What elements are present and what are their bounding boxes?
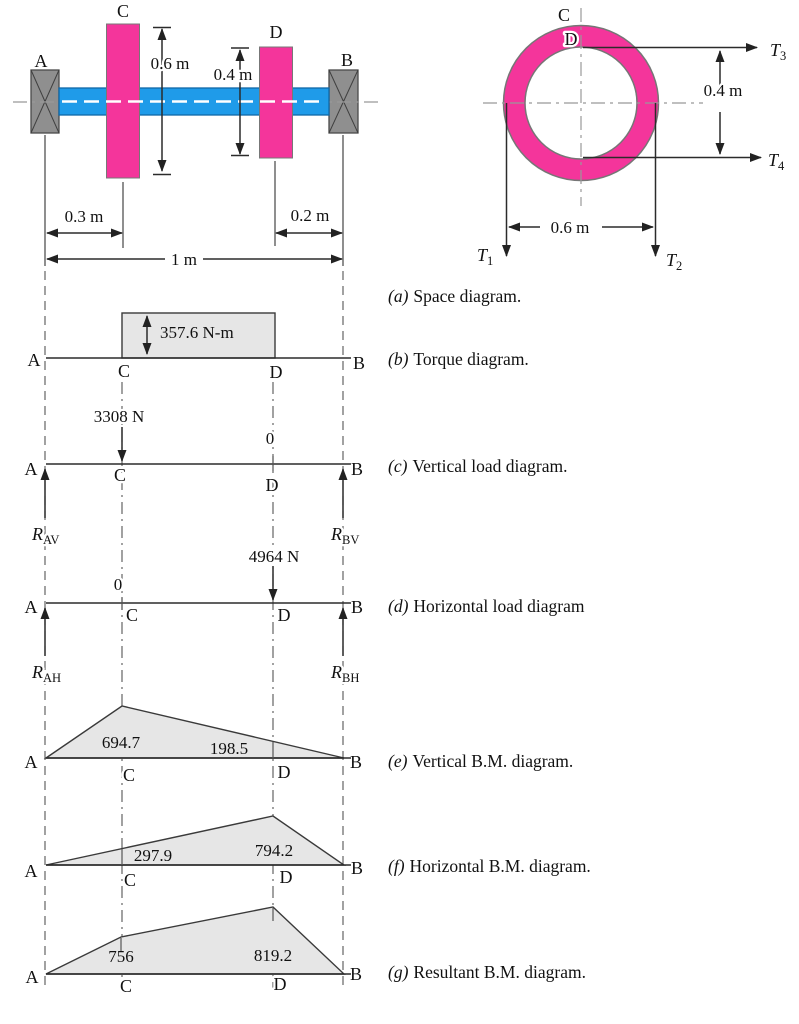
dim-1m-label: 1 m [171, 250, 197, 269]
point-a-label: A [24, 597, 38, 617]
point-b-label: B [350, 858, 364, 878]
caption-vertical-load-diagram: (c) Vertical load diagram. [388, 456, 568, 476]
point-d-label: D [277, 762, 291, 782]
hload-reaction-b-label: $R_{BH}$ [331, 662, 360, 685]
point-d-label: D [277, 605, 291, 625]
vload-reaction-b-label: $R_{BV}$ [331, 524, 360, 547]
point-a-label: A [34, 51, 48, 71]
point-d-label: D [265, 475, 279, 495]
caption-torque-diagram: (b) Torque diagram. [388, 349, 529, 369]
torque-value: 357.6 N-m [160, 323, 234, 342]
point-a-label: A [25, 967, 39, 987]
horizontal-load-diagram [25, 547, 364, 685]
caption-vertical-bm-diagram: (e) Vertical B.M. diagram. [388, 751, 574, 771]
vload-force-value: 3308 N [93, 407, 145, 426]
t4-label: $T_4$ [768, 150, 785, 173]
caption-resultant-bm-diagram: (g) Resultant B.M. diagram. [388, 962, 586, 982]
point-d-label: D [269, 22, 283, 42]
point-a-label: A [24, 861, 38, 881]
vload-reaction-a-label: $R_{AV}$ [32, 524, 60, 547]
pulley-end-view [477, 5, 786, 273]
point-c-label: C [117, 361, 131, 381]
dim-06-label: 0.6 m [150, 54, 190, 73]
space-diagram [13, 1, 380, 269]
hload-zero: 0 [113, 575, 123, 594]
horizontal-bm-diagram [25, 816, 364, 890]
point-c-label: C [113, 465, 127, 485]
hbm-value-d: 794.2 [254, 841, 294, 860]
point-a-label: A [27, 350, 41, 370]
point-c-label: C [119, 976, 133, 996]
hbm-value-c: 297.9 [133, 846, 173, 865]
caption-space-diagram: (a) Space diagram. [388, 286, 522, 306]
construction-lines [45, 271, 343, 990]
vertical-load-diagram [25, 407, 364, 547]
rbm-area [46, 907, 344, 974]
hload-reaction-a-label: $R_{AH}$ [32, 662, 62, 685]
point-a-label: A [24, 752, 38, 772]
vload-zero: 0 [265, 429, 275, 448]
rbm-value-d: 819.2 [253, 946, 293, 965]
ring-c-label: C [557, 5, 571, 25]
point-d-label: D [279, 867, 293, 887]
ring-dim-06-label: 0.6 m [550, 218, 590, 237]
point-c-label: C [122, 765, 136, 785]
hbm-area [46, 816, 344, 865]
t2-label: $T_2$ [666, 250, 683, 273]
point-c-label: C [125, 605, 139, 625]
point-d-label: D [269, 362, 283, 382]
point-c-label: C [116, 1, 130, 21]
t1-label: $T_1$ [477, 245, 494, 268]
vertical-bm-diagram [25, 706, 363, 785]
point-b-label: B [340, 50, 354, 70]
point-b-label: B [350, 459, 364, 479]
point-b-label: B [349, 752, 363, 772]
torque-diagram [28, 313, 366, 382]
vbm-value-c: 694.7 [101, 733, 141, 752]
point-c-label: C [123, 870, 137, 890]
dim-03-label: 0.3 m [64, 207, 104, 226]
point-b-label: B [349, 964, 363, 984]
caption-horizontal-load-diagram: (d) Horizontal load diagram [388, 596, 585, 616]
point-a-label: A [24, 459, 38, 479]
caption-horizontal-bm-diagram: (f) Horizontal B.M. diagram. [388, 856, 591, 876]
dim-04-label: 0.4 m [213, 65, 253, 84]
hload-force-value: 4964 N [248, 547, 300, 566]
rbm-value-c: 756 [108, 947, 134, 966]
vbm-area [46, 706, 344, 758]
ring-dim-04-label: 0.4 m [703, 81, 743, 100]
dim-02-label: 0.2 m [290, 206, 330, 225]
vbm-value-d: 198.5 [209, 739, 249, 758]
point-b-label: B [352, 353, 366, 373]
resultant-bm-diagram [26, 907, 363, 996]
ring-d-label: D [564, 29, 578, 49]
point-b-label: B [350, 597, 364, 617]
captions [388, 286, 591, 982]
point-d-label: D [273, 974, 287, 994]
t3-label: $T_3$ [770, 40, 787, 63]
